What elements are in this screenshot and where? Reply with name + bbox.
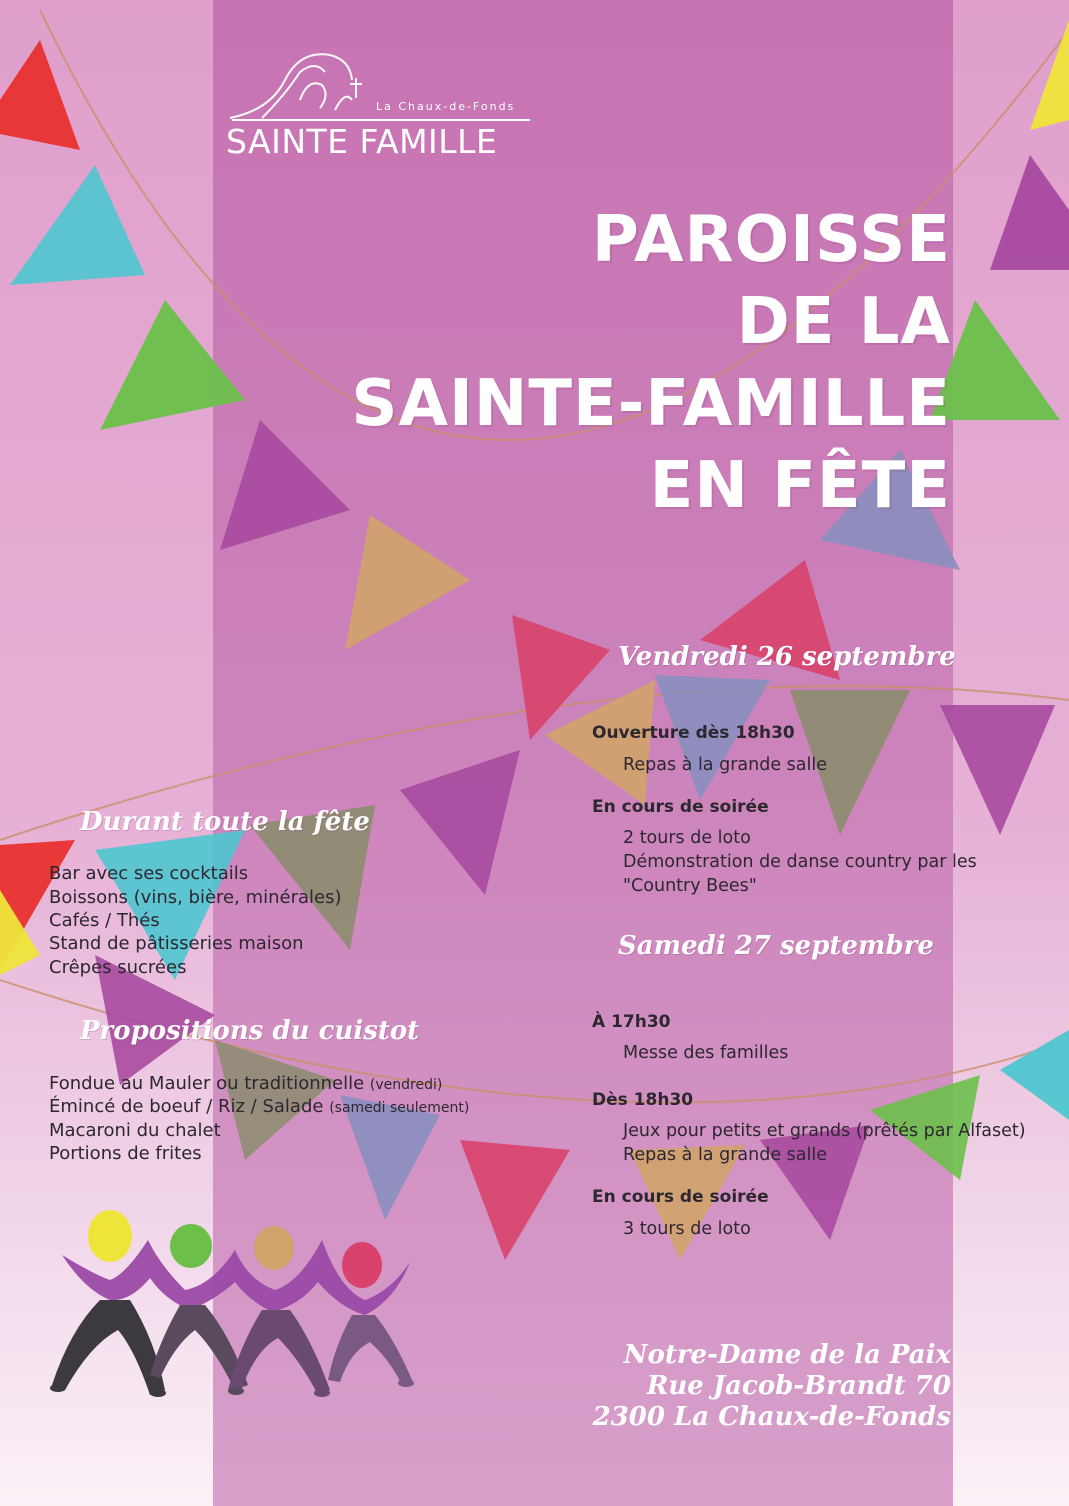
friday-evening-item: Démonstration de danse country par les [623, 852, 977, 872]
saturday-time2-label: Dès 18h30 [592, 1090, 694, 1110]
pennant [10, 165, 145, 285]
all-fete-item: Bar avec ses cocktails [49, 863, 249, 884]
friday-opening-label: Ouverture dès 18h30 [592, 723, 795, 743]
saturday-evening-label: En cours de soirée [592, 1187, 769, 1207]
friday-evening-label: En cours de soirée [592, 797, 769, 817]
friday-evening-item: 2 tours de loto [623, 828, 751, 848]
pennant [1000, 1030, 1069, 1120]
all-fete-heading: Durant toute la fête [80, 807, 370, 837]
saturday-time1-item: Messe des familles [623, 1043, 789, 1063]
all-fete-item: Cafés / Thés [49, 910, 160, 931]
pennant [100, 300, 245, 430]
address-line-3: 2300 La Chaux-de-Fonds [592, 1402, 951, 1432]
cook-item-note: (samedi seulement) [329, 1100, 470, 1116]
cook-item-text: Fondue au Mauler ou traditionnelle [49, 1073, 365, 1094]
saturday-time1-label: À 17h30 [592, 1012, 671, 1032]
friday-evening-item: "Country Bees" [623, 876, 757, 896]
pennant [400, 750, 520, 895]
all-fete-item: Boissons (vins, bière, minérales) [49, 887, 342, 908]
title-line-3: SAINTE-FAMILLE [351, 367, 951, 441]
saturday-time2-item: Jeux pour petits et grands (prêtés par Alfaset) [623, 1121, 1026, 1141]
saturday-heading: Samedi 27 septembre [618, 931, 934, 961]
cook-item-text: Émincé de boeuf / Riz / Salade [49, 1096, 324, 1117]
all-fete-item: Crêpes sucrées [49, 957, 187, 978]
friday-heading: Vendredi 26 septembre [618, 642, 956, 672]
dancing-figures-icon [50, 1210, 414, 1397]
saturday-evening-item: 3 tours de loto [623, 1219, 751, 1239]
pennant [345, 515, 470, 650]
cook-item [49, 1096, 469, 1117]
cook-heading: Propositions du cuistot [80, 1016, 420, 1046]
pennant [940, 705, 1055, 835]
parish-logo [222, 50, 542, 170]
title-line-2: DE LA [736, 285, 951, 359]
cook-item-note: (vendredi) [369, 1077, 443, 1093]
cook-item-text: Portions de frites [49, 1143, 202, 1164]
cook-item [49, 1073, 442, 1094]
title-line-1: PAROISSE [591, 203, 951, 277]
cook-item [49, 1120, 221, 1141]
friday-opening-item: Repas à la grande salle [623, 755, 827, 775]
cook-item-text: Macaroni du chalet [49, 1120, 221, 1141]
pennant [220, 420, 350, 550]
pennant [760, 1125, 870, 1240]
cook-item [49, 1143, 202, 1164]
saturday-time2-item: Repas à la grande salle [623, 1145, 827, 1165]
logo-name: SAINTE FAMILLE [226, 122, 498, 161]
pennant [460, 1140, 570, 1260]
title-line-4: EN FÊTE [649, 449, 951, 523]
all-fete-item: Stand de pâtisseries maison [49, 933, 304, 954]
pennant [990, 155, 1069, 270]
pennant [0, 40, 80, 150]
address-line-1: Notre-Dame de la Paix [623, 1340, 951, 1370]
address-line-2: Rue Jacob-Brandt 70 [646, 1371, 951, 1401]
logo-subtitle: La Chaux-de-Fonds [376, 100, 516, 113]
